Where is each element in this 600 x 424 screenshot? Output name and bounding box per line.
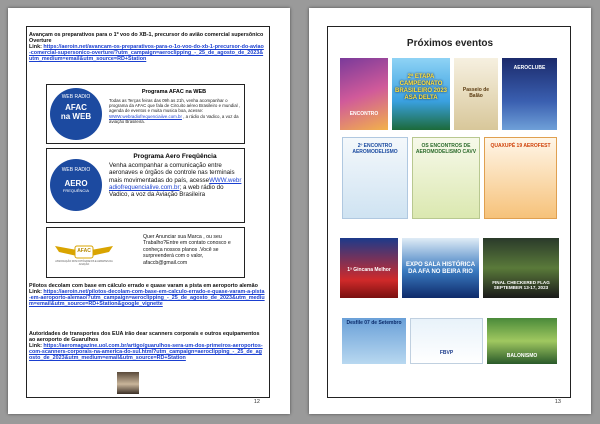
article-link[interactable]: https://aeroin.net/avancam-os-preparativos-para-o-1o-voo-do-xb-1-precursor-do-aviao-comercial-supersonico-overture/?utm_campaign=aeroclipping_-_25_de_agosto_de_2023&utm_medium=email&utm_source=RD+Station xyxy=(29,44,264,63)
page-13 xyxy=(309,8,591,414)
event-flyer[interactable] xyxy=(484,137,557,219)
aero-logo xyxy=(50,159,102,211)
article-link[interactable]: https://aeromagazine.uol.com.br/artigo/guarulhos-sera-um-dos-primeiros-aeroportos-com-scanners-corporais-na-america-do-sul.html?utm_campaign=aeroclipping_-_25_de_agosto_de_2023&utm_medium=email&utm_source=RD+Station xyxy=(29,343,263,362)
event-caption: FBVP xyxy=(439,350,454,356)
ad-body-end: , a rádio do Vadico, a voz da aviação Brasileira. xyxy=(109,113,239,124)
event-flyer[interactable] xyxy=(340,238,398,298)
event-flyer[interactable] xyxy=(340,58,388,130)
link-label: Link: xyxy=(29,343,42,350)
ad-aero-frequencia xyxy=(46,148,245,223)
event-flyer[interactable] xyxy=(342,318,406,364)
event-flyer[interactable] xyxy=(402,238,479,298)
article-pilotos xyxy=(29,283,265,307)
event-flyer[interactable] xyxy=(483,238,559,298)
event-caption: Desfile 07 de Setembro xyxy=(346,320,402,326)
ad-body-end: ; a web rádio do Vadico, a voz da Aviação Brasileira xyxy=(109,183,224,199)
afac-logo-sub: ASSOCIAÇÃO DOS FOTÓGRAFOS E AMANTES DA AVIAÇÃO xyxy=(55,260,113,266)
link-label: Link: xyxy=(29,289,42,296)
event-flyer[interactable] xyxy=(410,318,483,364)
event-caption: 1ª Gincana Melhor xyxy=(347,267,391,273)
event-caption: 2ª ETAPA CAMPEONATO BRASILEIRO 2023 ASA DELTA xyxy=(394,74,448,101)
article-xb1 xyxy=(29,32,265,62)
event-caption: FINAL CHECKERED FLAG SEPTEMBER 13-17, 2023 xyxy=(492,280,550,290)
event-flyer[interactable] xyxy=(342,137,408,219)
article-link[interactable]: https://aeroin.net/pilotos-decolam-com-base-em-calculo-errado-e-quase-varam-a-pista-em-aeroporto-alemao/?utm_campaign=aeroclipping_-_25_de_agosto_de_2023&utm_medium=email&utm_source=RD+Station&google_vignette xyxy=(29,289,265,308)
page-title: Próximos eventos xyxy=(406,38,494,49)
aero-logo-top: WEB RADIO xyxy=(61,167,91,173)
ad-title: Programa AFAC na WEB xyxy=(141,89,207,95)
aero-logo-sub: FREQUÊNCIA xyxy=(62,188,90,193)
ad-body-text: Todas as Terças feiras das 09h as 21h, venha acompanhar o programa da AFAC que fala de Circuito aéreo Brasileiro e mundial , agenda de eventos e muita musica boa, acesse: xyxy=(109,98,241,114)
link-label: Link: xyxy=(29,44,42,51)
event-caption: EXPO SALA HISTÓRICA DA AFA NO BEIRA RIO xyxy=(405,262,476,275)
event-caption: OS ENCONTROS DE AEROMODELISMO CAVV xyxy=(415,143,477,155)
ad-title: Programa Aero Freqüência xyxy=(133,153,217,160)
event-caption: AEROCLUBE xyxy=(513,65,546,71)
article-scanners xyxy=(29,331,265,361)
page-number: 13 xyxy=(554,399,561,405)
event-flyer[interactable] xyxy=(392,58,450,130)
page-12 xyxy=(8,8,290,414)
article-title: Autoridades de transportes dos EUA irão dear scanners corporais e outros equipamentos ao aeroporto de Guarulhos xyxy=(29,331,260,344)
page-number: 12 xyxy=(253,399,260,405)
ad-afac-anuncie xyxy=(46,227,245,278)
event-caption: QUAXUPÉ 19 AEROFEST xyxy=(490,143,551,149)
event-flyer[interactable] xyxy=(454,58,498,130)
event-flyer[interactable] xyxy=(502,58,557,130)
logo-mid-text: AFAC xyxy=(65,103,87,112)
ad-body xyxy=(109,162,243,198)
article-title: Pilotos decolam com base em cálculo errado e quase varam a pista em aeroporto alemão xyxy=(29,283,258,289)
logo-bottom-text: na WEB xyxy=(60,112,92,121)
webradio-logo xyxy=(50,88,102,140)
ad-body xyxy=(109,98,241,124)
ad-link[interactable]: WWW.webradiofrequencialive.com.br xyxy=(109,176,242,191)
afac-wings-logo xyxy=(53,240,115,266)
ad-afac-na-web xyxy=(46,84,245,144)
logo-top-text: WEB RADIO xyxy=(61,94,91,100)
event-caption: ENCONTRO xyxy=(349,111,379,117)
event-flyer[interactable] xyxy=(412,137,480,219)
ad-link[interactable]: WWW.webradiofrequenciaiive.com.br xyxy=(109,113,182,119)
ad-body-text: Venha acompanhar a comunicação entre aeronaves e órgãos de controle nas terminais mais movimentadas do país, acesse xyxy=(109,162,235,184)
event-caption: Passeio de Balão xyxy=(462,87,490,99)
event-caption: 2º ENCONTRO AEROMODELISMO xyxy=(352,143,398,155)
afac-logo-text: AFAC xyxy=(77,248,91,254)
aero-logo-text: AERO xyxy=(64,179,88,188)
ad-body: Quer Anunciar sua Marca , ou seu Trabalho?Entre em contato conosco e conheça nossos planos .Você se surpreenderá com o valor, afaccb@gmail.com xyxy=(143,234,231,266)
event-flyer[interactable] xyxy=(487,318,557,364)
event-caption: BALONISMO xyxy=(506,353,538,359)
article-photo xyxy=(117,372,139,394)
article-title: Avançam os preparativos para o 1º voo do XB-1, precursor do avião comercial supersônico Overture xyxy=(29,32,264,45)
